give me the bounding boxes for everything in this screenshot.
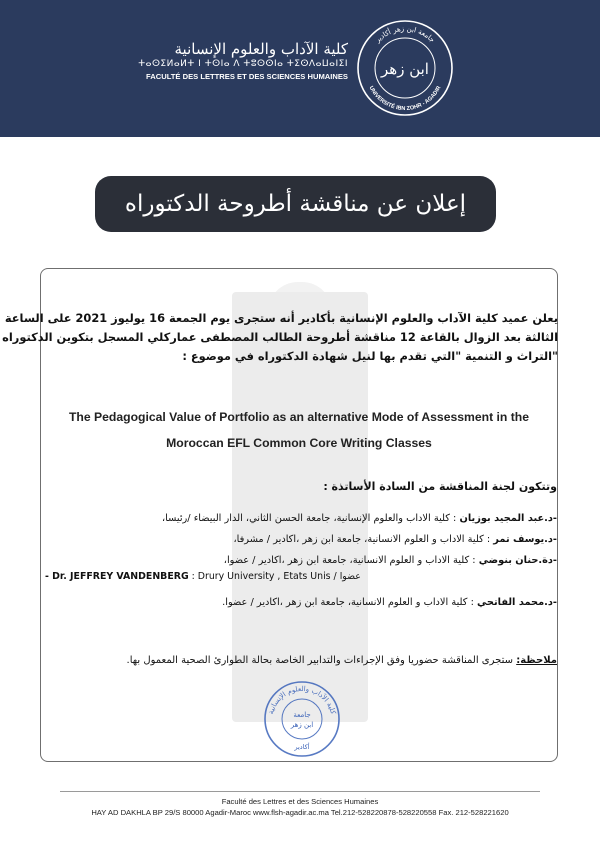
committee-member — [47, 529, 557, 550]
thesis-title-line-1: The Pedagogical Value of Portfolio as an alternative Mode of Assessment in the — [68, 410, 530, 424]
committee-member — [47, 550, 557, 571]
university-logo — [356, 19, 454, 117]
member-name: -د.محمد الفاتحي — [477, 597, 557, 608]
member-detail: : كلية الاداب و العلوم الانسانية، جامعة ابن زهر ،اكادير / مشرفا، — [233, 534, 491, 545]
svg-text:جامعة ابن زهر أكادير — [373, 25, 436, 45]
faculty-name-block — [138, 40, 348, 83]
note — [127, 655, 557, 666]
member-detail: : كلية الاداب و العلوم الانسانية، جامعة ابن زهر ،اكادير / عضوا، — [223, 555, 476, 566]
member-name: -د.عبد المجيد بوزيان — [459, 513, 557, 524]
logo-monogram: ابن زهر — [381, 60, 429, 78]
logo-ring-bottom-text: UNIVERSITÉ IBN ZOHR - AGADIR — [367, 85, 443, 113]
stamp-center-line-2: ابن زهر — [290, 721, 314, 729]
footer-divider — [60, 791, 540, 792]
committee-member — [47, 508, 557, 529]
member-detail: : كلية الاداب و العلوم الانسانية، جامعة ابن زهر ،اكادير / عضوا. — [222, 597, 474, 608]
footer-faculty-name: Faculté des Lettres et des Sciences Humaines — [221, 797, 379, 806]
member-role: عضوا — [339, 571, 361, 582]
stamp-center-line-1: جامعة — [293, 711, 311, 719]
member-name: -د.يوسف تمر — [493, 534, 557, 545]
faculty-name-french: FACULTÉ DES LETTRES ET DES SCIENCES HUMAINES — [146, 72, 348, 81]
footer-contact: HAY AD DAKHLA BP 29/S 80000 Agadir-Maroc www.flsh-agadir.ac.ma Tel.212-528220878-528220558 Fax. 212-528221620 — [91, 808, 509, 817]
member-detail: : كلية الاداب والعلوم الإنسانية، جامعة الحسن الثاني، الدار البيضاء /رئيسا، — [161, 513, 457, 524]
thesis-title — [40, 404, 558, 456]
faculty-name-arabic: كلية الآداب والعلوم الإنسانية — [174, 40, 348, 58]
committee-list — [47, 508, 557, 613]
official-stamp — [262, 679, 342, 759]
thesis-title-line-2: Moroccan EFL Common Core Writing Classes — [166, 436, 432, 450]
committee-member — [47, 592, 557, 613]
svg-text:UNIVERSITÉ IBN ZOHR - AGADIR — [368, 85, 443, 112]
intro-line-3: "التراث و التنمية "التي تقدم بها لنيل شهادة الدكتوراه في موضوع : — [182, 349, 558, 363]
committee-member-foreign — [45, 571, 361, 582]
header-band — [0, 0, 600, 137]
stamp-bottom-text: أكادير — [294, 743, 310, 751]
note-text: ستجرى المناقشة حضوريا وفق الإجراءات والتدابير الخاصة بحالة الطوارئ الصحية المعمول بها. — [126, 655, 514, 666]
member-name: -دة.حنان بنوضي — [478, 555, 557, 566]
member-name: - Dr. JEFFREY VANDENBERG — [45, 571, 189, 582]
note-label: ملاحظة: — [516, 655, 557, 666]
intro-line-2: الثالثة بعد الزوال بالقاعة 12 مناقشة أطروحة الطالب المصطفى عماركلي المسجل بتكوين الدكتوراه — [2, 330, 558, 344]
logo-ring-top-text: جامعة ابن زهر أكادير — [373, 24, 437, 45]
committee-heading: وتتكون لجنة المناقشة من السادة الأساتذة : — [323, 480, 557, 493]
announcement-title-banner — [95, 176, 496, 232]
intro-paragraph — [2, 309, 558, 366]
intro-line-1: يعلن عميد كلية الآداب والعلوم الإنسانية بأكادير أنه ستجرى يوم الجمعة 16 يوليوز 2021 على الساعة — [4, 311, 558, 325]
announcement-title: إعلان عن مناقشة أطروحة الدكتوراه — [124, 191, 467, 217]
stamp-ring-text: كلية الآداب والعلوم الإنسانية — [266, 684, 338, 716]
member-detail: : Drury University , Etats Unis / — [191, 571, 337, 582]
faculty-name-tifinagh: ⵜⴰⵙⵉⵍⴰⵍⵜ ⵏ ⵜⵙⵏⴰ ⴷ ⵜⵓⵙⵙⵏⴰ ⵜⵉⵙⴷⴰⵡⴰⵏⵉⵏ — [138, 59, 348, 69]
